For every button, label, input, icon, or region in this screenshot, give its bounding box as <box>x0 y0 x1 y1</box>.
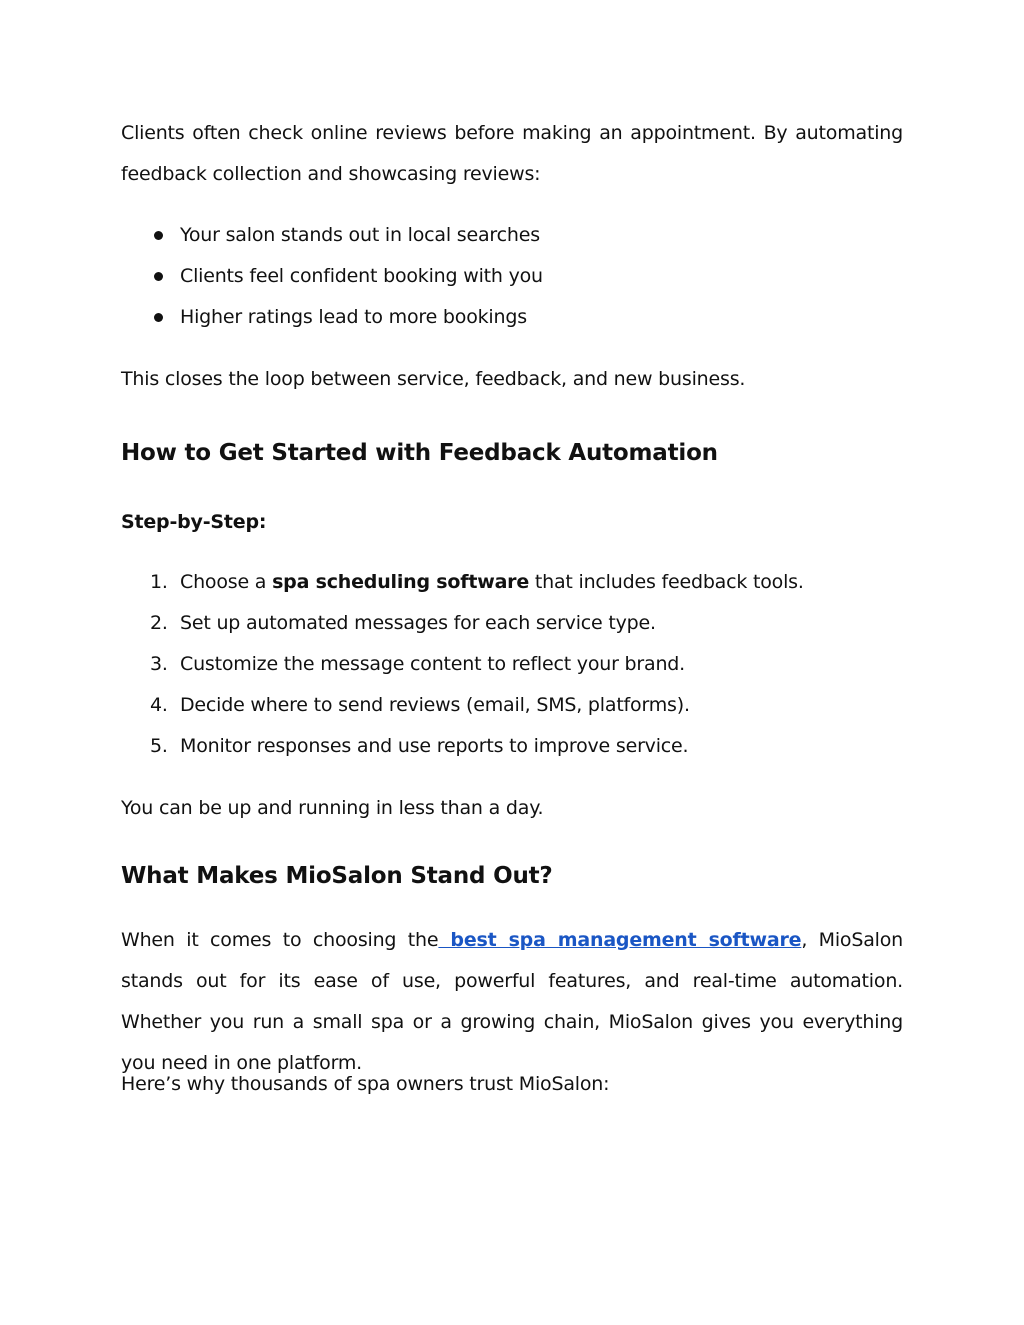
step-number: 2. <box>150 612 168 634</box>
list-item: 4. Decide where to send reviews (email, SMS, platforms). <box>121 685 903 726</box>
bullet-icon <box>154 313 163 322</box>
trust-line: Here’s why thousands of spa owners trust MioSalon: <box>121 1073 610 1095</box>
standout-paragraph: When it comes to choosing the best spa management software, MioSalon stands out for its ease of use, powerful features, and real-time automation. Whether you run a small spa or a growing chain, MioSalon gives you everything you need in one platform. <box>121 929 903 1074</box>
summary-line: You can be up and running in less than a day. <box>121 797 544 819</box>
step-number: 1. <box>150 571 168 593</box>
list-item: Higher ratings lead to more bookings <box>121 297 903 338</box>
list-item: Clients feel confident booking with you <box>121 256 903 297</box>
list-item: 1. Choose a spa scheduling software that includes feedback tools. <box>121 562 903 603</box>
list-item: 2. Set up automated messages for each service type. <box>121 603 903 644</box>
step-number: 4. <box>150 694 168 716</box>
bullet-icon <box>154 272 163 281</box>
section-heading-get-started: How to Get Started with Feedback Automation <box>121 440 718 466</box>
best-spa-management-software-link[interactable]: best spa management software <box>438 929 802 951</box>
closing-line: This closes the loop between service, feedback, and new business. <box>121 368 746 390</box>
step-number: 3. <box>150 653 168 675</box>
section-heading-standout: What Makes MioSalon Stand Out? <box>121 863 553 889</box>
list-item: 5. Monitor responses and use reports to improve service. <box>121 726 903 767</box>
bold-term: spa scheduling software <box>272 571 530 593</box>
intro-paragraph: Clients often check online reviews before making an appointment. By automating feedback collection and showcasing reviews: <box>121 122 903 185</box>
bullet-icon <box>154 231 163 240</box>
list-item: 3. Customize the message content to reflect your brand. <box>121 644 903 685</box>
step-number: 5. <box>150 735 168 757</box>
steps-list <box>121 562 903 767</box>
step-by-step-subheading: Step-by-Step: <box>121 511 267 533</box>
benefits-list <box>121 215 903 338</box>
list-item: Your salon stands out in local searches <box>121 215 903 256</box>
